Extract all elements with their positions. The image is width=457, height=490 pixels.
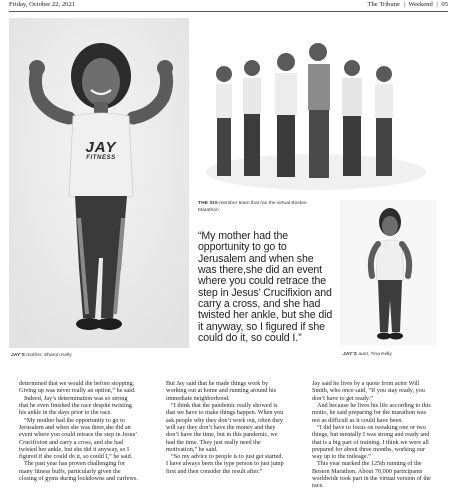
caption-team [198, 201, 328, 214]
article-column-3 [312, 380, 431, 490]
header-separator: | [403, 1, 405, 8]
caption-team-text: -member team that ran the virtual Boston Marathon [198, 201, 307, 213]
caption-aunt-name: JAY'S [343, 352, 357, 357]
shirt-logo [73, 140, 129, 161]
header-rule [9, 11, 448, 12]
caption-team-name: THE SIX [198, 201, 218, 206]
shirt-logo-bottom: FITNESS [86, 155, 116, 161]
article-body [19, 380, 446, 490]
caption-mother-text: mother, Sharon Kelly [26, 353, 72, 358]
paragraph: Indeed, Jay’s determination was so strong that he even finished the race despite twisting his ankle in the days prior to the race. [19, 394, 132, 417]
header-separator: | [436, 1, 438, 8]
pull-quote: “My mother had the opportunity to go to Jerusalem and when she was there,she did an event where you could retrace the step in Jesus’ Crucifixion and carry a cross, and she had twisted her ankle, but she did it anyway, so I figured if she could do it, so could I.” [198, 230, 333, 344]
page-header [0, 0, 457, 14]
paragraph: “So my advice to people is to just get started. I have always been the type person to just jump first and then consider the result after.” [166, 453, 284, 475]
paragraph: “My mother had the opportunity to go to Jerusalem and when she was there,she did an event where you could retrace the step in Jesus’ Crucifixion and carry a cross, and she had twisted her ankle, but she did it anyway, so I figured if she could do it, so could I,” he said. [19, 416, 137, 461]
article-column-1 [19, 380, 138, 482]
paragraph: And because he lives his life according to this motto, he said preparing for the marathon was not as difficult as it could have been. [312, 401, 431, 424]
paragraph: The past year has proven challenging for many fitness buffs, particularly given the closing of gyms during lockdowns and curfews. [19, 460, 138, 483]
article-column-2 [166, 380, 285, 475]
section-name: Weekend [408, 1, 433, 8]
paragraph: determined that we would die before stopping. Giving up was never really an option,” he said. [19, 380, 136, 395]
caption-aunt [343, 352, 392, 359]
paragraph: “I think that the pandemic really showed is that we have to make things happen. When you ask people why they don’t work out, often they will say they don’t have the money and they don’t have the time, but in this pandemic, we had the time. They just really need the motivation,” he said. [166, 401, 284, 453]
caption-mother [11, 353, 72, 360]
issue-date: Friday, October 22, 2021 [9, 1, 76, 8]
aunt-figure [340, 200, 437, 345]
photo-mother [9, 18, 189, 348]
paragraph: “I did have to focus on tweaking one or two things, but mentally I was strong and ready and that is a big part of training. I think we were all prepared for about three months, working our way up to the mileage.” [312, 423, 430, 461]
paragraph: Jay said he lives by a quote from actor Will Smith, who once said, “If you stay ready, you don’t have to get ready.” [312, 380, 425, 402]
photo-team [196, 22, 436, 194]
page-number: 05 [441, 1, 448, 8]
team-figures [196, 22, 436, 194]
shirt-logo-top: JAY [85, 139, 117, 156]
header-right [367, 1, 448, 8]
mother-figure [9, 18, 189, 348]
paragraph: But Jay said that he made things work by working out at home and running around his immediate neighborhood. [166, 380, 277, 402]
publication-name: The Tribune [367, 1, 400, 8]
photo-aunt [340, 200, 437, 345]
caption-aunt-text: aunt, Tina Kelly [358, 352, 392, 357]
caption-mother-name: JAY'S [11, 353, 25, 358]
paragraph: This year marked the 125th running of the Boston Marathon. About 70,000 participants worldwide took part in the virtual version of the race. [312, 460, 431, 490]
